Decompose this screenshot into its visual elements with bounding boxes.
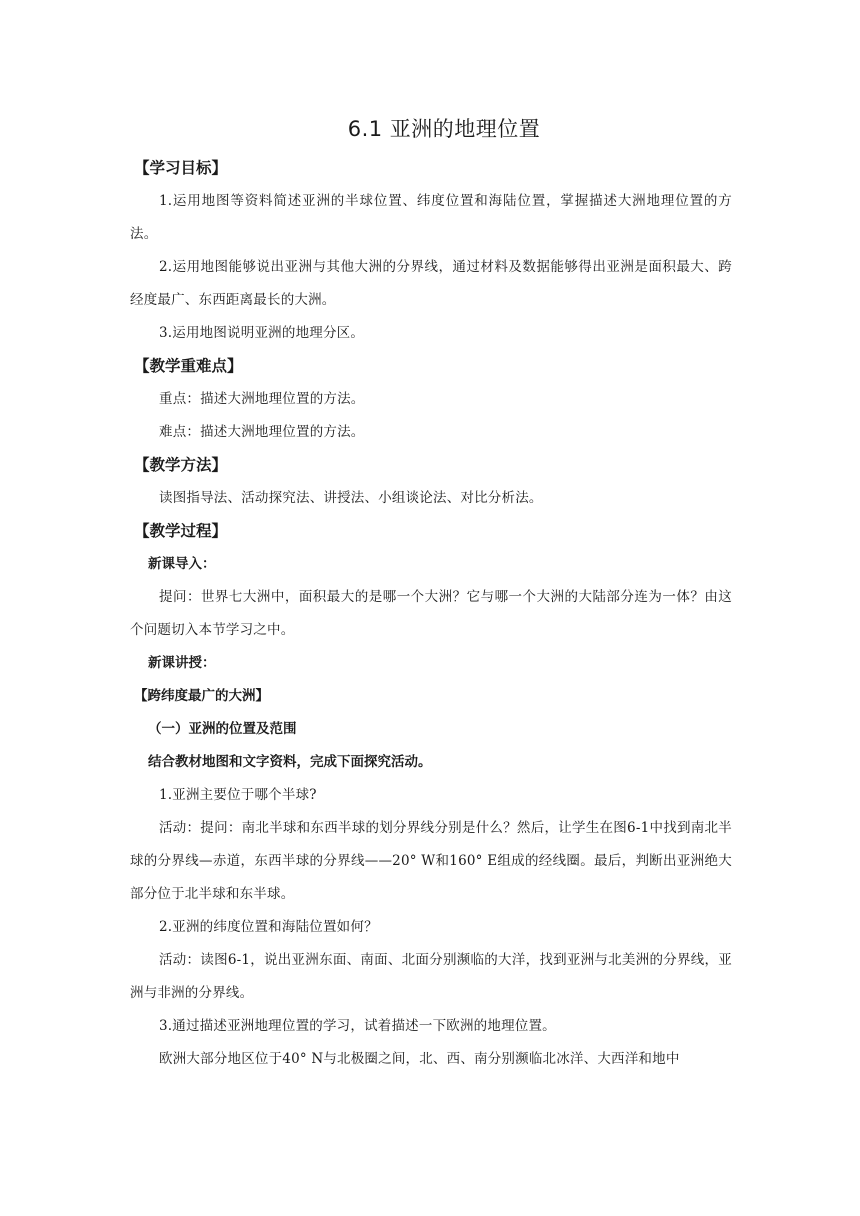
question-2-activity: 活动：读图6-1，说出亚洲东面、南面、北面分别濒临的大洋，找到亚洲与北美洲的分界线，亚洲与非洲的分界线。: [130, 952, 732, 1001]
document-body: [130, 112, 732, 1076]
keypoint-main: 重点：描述大洲地理位置的方法。: [159, 391, 365, 407]
lecture-label: 新课讲授：: [148, 655, 216, 671]
sub-heading: （一）亚洲的位置及范围: [148, 721, 297, 737]
question-1-activity: 活动：提问：南北半球和东西半球的划分界线分别是什么？然后，让学生在图6-1中找到南北半球的分界线—赤道，东西半球的分界线——20° W和160° E组成的经线圈。最后，判断出亚洲绝大部分位于北半球和东半球。: [130, 820, 732, 902]
activity-intro: 结合教材地图和文字资料，完成下面探究活动。: [148, 754, 432, 770]
keypoint-difficult: 难点：描述大洲地理位置的方法。: [159, 424, 365, 440]
question-2: 2.亚洲的纬度位置和海陆位置如何？: [159, 919, 378, 935]
process-heading: 【教学过程】: [134, 522, 228, 540]
question-1: 1.亚洲主要位于哪个半球?: [159, 787, 317, 803]
topic-heading: 【跨纬度最广的大洲】: [134, 688, 269, 704]
document-title: 6.1 亚洲的地理位置: [347, 117, 541, 141]
question-3-answer: 欧洲大部分地区位于40° N与北极圈之间，北、西、南分别濒临北冰洋、大西洋和地中: [159, 1051, 680, 1067]
intro-text: 提问：世界七大洲中，面积最大的是哪一个大洲？它与哪一个大洲的大陆部分连为一体？由这个问题切入本节学习之中。: [130, 589, 732, 638]
objective-1: 1.运用地图等资料简述亚洲的半球位置、纬度位置和海陆位置，掌握描述大洲地理位置的方法。: [130, 193, 732, 242]
objective-3: 3.运用地图说明亚洲的地理分区。: [159, 325, 365, 341]
keypoints-heading: 【教学重难点】: [134, 357, 243, 375]
question-3: 3.通过描述亚洲地理位置的学习，试着描述一下欧洲的地理位置。: [159, 1018, 556, 1034]
methods-text: 读图指导法、活动探究法、讲授法、小组谈论法、对比分析法。: [159, 490, 543, 506]
methods-heading: 【教学方法】: [134, 456, 228, 474]
objectives-heading: 【学习目标】: [134, 159, 228, 177]
intro-label: 新课导入：: [148, 556, 216, 572]
objective-2: 2.运用地图能够说出亚洲与其他大洲的分界线，通过材料及数据能够得出亚洲是面积最大、跨经度最广、东西距离最长的大洲。: [130, 259, 732, 308]
